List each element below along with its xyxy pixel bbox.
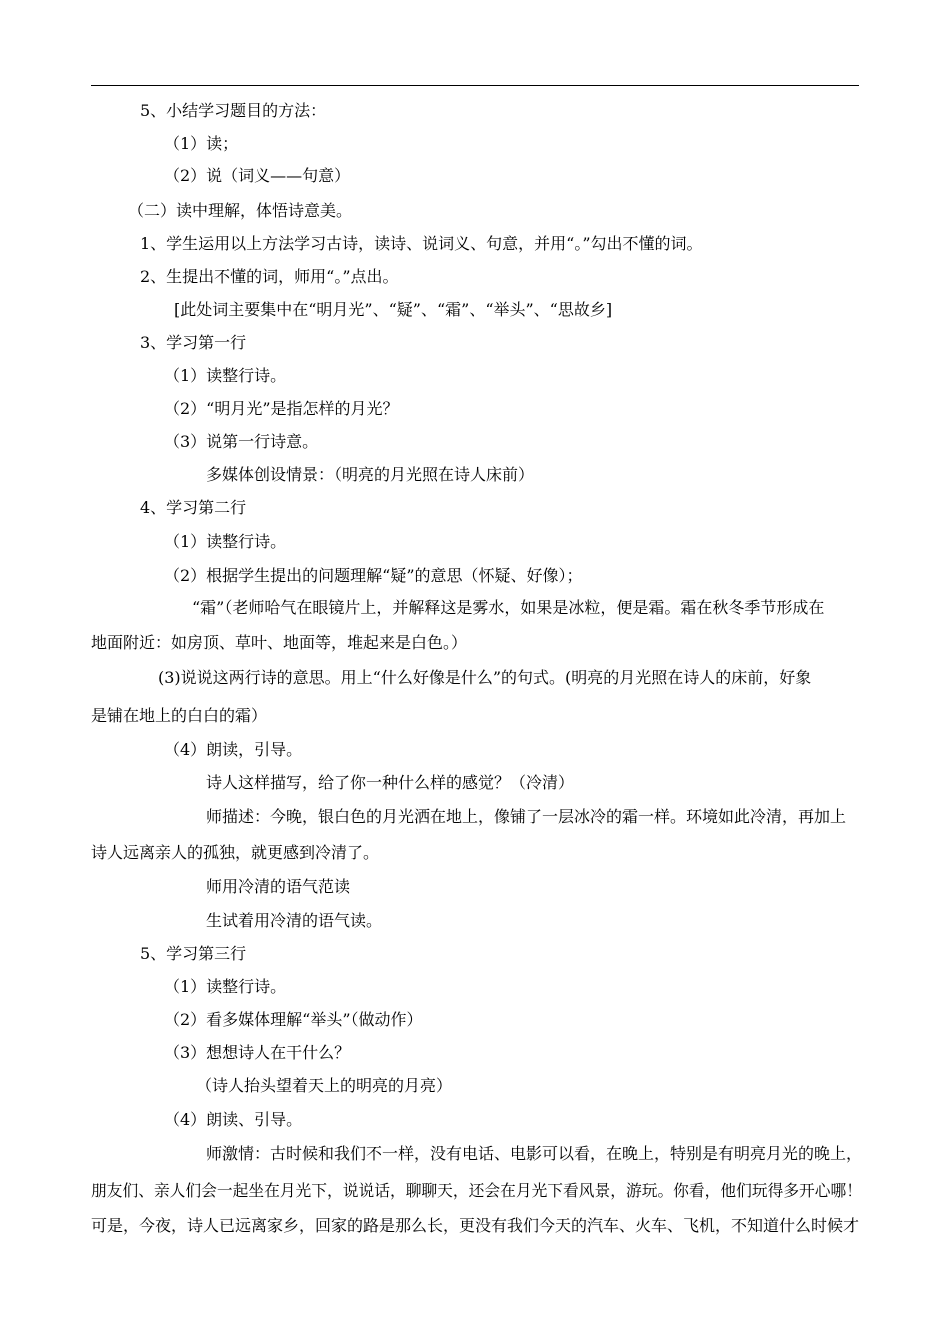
- text-line: “霜”（老师哈气在眼镜片上，并解释这是雾水，如果是冰粒，便是霜。霜在秋冬季节形成在: [192, 598, 825, 617]
- text-line: （诗人抬头望着天上的明亮的月亮）: [196, 1076, 453, 1095]
- text-line: （2）“明月光”是指怎样的月光？: [164, 399, 399, 418]
- text-line: 1、学生运用以上方法学习古诗，读诗、说词义、句意，并用“。”勾出不懂的词。: [140, 234, 703, 253]
- text-line: 可是，今夜，诗人已远离家乡，回家的路是那么长，更没有我们今天的汽车、火车、飞机，不知道什么时候才: [91, 1216, 860, 1235]
- text-line: [此处词主要集中在“明月光”、“疑”、“霜”、“举头”、“思故乡]: [174, 300, 613, 319]
- text-line: （3）想想诗人在干什么？: [164, 1043, 351, 1062]
- text-line: 是铺在地上的白白的霜）: [91, 706, 268, 725]
- text-line: （1）读；: [164, 134, 239, 153]
- text-line: （3）说第一行诗意。: [164, 432, 319, 451]
- text-line: 4、学习第二行: [140, 498, 247, 517]
- text-line: （1）读整行诗。: [164, 532, 287, 551]
- text-line: 朋友们、亲人们会一起坐在月光下，说说话，聊聊天，还会在月光下看风景，游玩。你看，他们玩得多开心哪！: [91, 1181, 863, 1200]
- text-line: 多媒体创设情景：（明亮的月光照在诗人床前）: [206, 465, 535, 484]
- text-line: （1）读整行诗。: [164, 366, 287, 385]
- text-line: 师描述：今晚，银白色的月光洒在地上，像铺了一层冰冷的霜一样。环境如此冷清，再加上: [206, 807, 847, 826]
- header-rule: [91, 85, 859, 86]
- text-line: （4）朗读、引导。: [164, 1110, 303, 1129]
- text-line: （2）根据学生提出的问题理解“疑”的意思（怀疑、好像）；: [164, 566, 583, 585]
- text-line: （2）看多媒体理解“举头”（做动作）: [164, 1010, 423, 1029]
- text-line: 5、小结学习题目的方法：: [140, 101, 327, 120]
- text-line: 3、学习第一行: [140, 333, 247, 352]
- text-line: 生试着用冷清的语气读。: [206, 911, 383, 930]
- text-line: 诗人这样描写，给了你一种什么样的感觉？（冷清）: [206, 773, 575, 792]
- text-line: （1）读整行诗。: [164, 977, 287, 996]
- text-line: （二）读中理解，体悟诗意美。: [128, 201, 353, 220]
- text-line: 5、学习第三行: [140, 944, 247, 963]
- text-line: (3)说说这两行诗的意思。用上“什么好像是什么”的句式。(明亮的月光照在诗人的床前，好象: [158, 668, 812, 687]
- text-line: 2、生提出不懂的词，师用“。”点出。: [140, 267, 399, 286]
- text-line: （4）朗读，引导。: [164, 740, 303, 759]
- text-line: （2）说（词义——句意）: [164, 166, 351, 185]
- text-line: 诗人远离亲人的孤独，就更感到冷清了。: [91, 843, 380, 862]
- text-line: 地面附近：如房顶、草叶、地面等，堆起来是白色。）: [91, 633, 468, 652]
- text-line: 师激情：古时候和我们不一样，没有电话、电影可以看，在晚上，特别是有明亮月光的晚上，: [206, 1144, 863, 1163]
- text-line: 师用冷清的语气范读: [206, 877, 351, 896]
